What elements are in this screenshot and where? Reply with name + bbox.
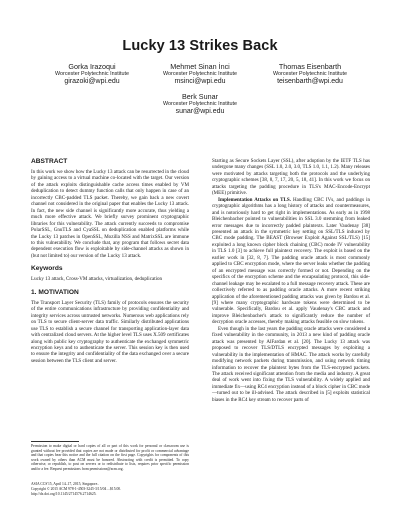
footnote-rule xyxy=(31,441,79,442)
author-affiliation: Worcester Polytechnic Institute xyxy=(55,71,129,78)
abstract-heading: ABSTRACT xyxy=(31,158,68,165)
author-email: sunar@wpi.edu xyxy=(175,108,225,115)
author-name: Thomas Eisenbarth xyxy=(278,62,342,71)
permission-footnote: Permission to make digital or hard copies of all or part of this work for personal or classroom use is granted without fee provided that copies are not made or distributed for profit or commercial advantage and that copies bear this notice and the full citation on the first page. Copyrights for components of this work owned by others than ACM must be honored. Abstracting with credit is permitted. To copy otherwise, or republish, to post on servers or to redistribute to lists, requires prior specific permission and/or a fee. Request permissions from permissions@acm.org. xyxy=(31,444,189,471)
left-column xyxy=(31,158,189,364)
author-email: msinci@wpi.edu xyxy=(174,78,226,85)
author-affiliation: Worcester Polytechnic Institute xyxy=(163,101,237,108)
author-affiliation: Worcester Polytechnic Institute xyxy=(273,71,347,78)
footnote-doi: http://dx.doi.org/10.1145/2714576.2714625. xyxy=(31,492,97,496)
abstract-text: In this work we show how the Lucky 13 attack can be resurrected in the cloud by gaining access to a virtual machine co-located with the target. Our version of the attack exploits distinguishable cache access times enabled by VM deduplication to detect dummy function calls that only happen in case of an incorrectly CBC-padded TLS packet. Thereby, we gain back a new covert channel not considered in the original paper that enables the Lucky 13 attack. In fact, the new side channel is significantly more accurate, thus yielding a much more effective attack. We briefly survey prominent cryptographic libraries for this vulnerability. The attack currently succeeds to compromise PolarSSL, GnuTLS and CyaSSL on deduplication enabled platforms while the Lucky 13 patches in OpenSSL, Mozilla NSS and MatrixSSL are immune to this vulnerability. We conclude that, any program that follows secret data dependent execution flow is exploitable by side-channel attacks as shown in (but not limited to) our version of the Lucky 13 attack. xyxy=(31,169,189,259)
keywords-heading: Keywords xyxy=(31,265,63,273)
footnote-copyright: Copyright © 2015 ACM 978-1-4503-3245-3/15/04 ...$15.00. xyxy=(31,487,122,491)
paper-title: Lucky 13 Strikes Back xyxy=(122,38,278,54)
keywords-text: Lucky 13 attack, Cross-VM attacks, virtualization, deduplication xyxy=(31,276,163,283)
lucky13-paragraph: Even though in the last years the padding oracle attacks were considered a fixed vulnerability in the community, in 2013 a new kind of padding oracle attack was presented by AlFardan et al. [20]. The Lucky 13 attack was proposed to recover TLS/DTLS encrypted messages by exploiting a vulnerability in the implementation of HMAC. The attack works by carefully modifying network packets during transmission, and using network timing information to recover the plaintext bytes from the TLS-encrypted packets. The attack received significant attention from the media and industry. A great deal of work went into fixing the TLS vulnerability. A widely applied and immediate fix—using RC4 encryption instead of a block cipher in CBC mode—turned out to be ill-advised. The attack described in [5] exploits statistical biases in the RC4 key stream to recover parts of xyxy=(212,325,370,403)
footnote-venue: ASIA CCS'15, April 14–17, 2015, Singapore.. xyxy=(31,482,100,486)
section-heading-motivation: 1. MOTIVATION xyxy=(31,288,79,296)
motivation-paragraph: The Transport Layer Security (TLS) family of protocols ensures the security of the entire communications infrastructure by providing confidentiality and integrity services across untrusted networks. Numerous web applications rely on TLS to secure client-server data traffic. Similarly distributed applications use TLS to establish a secure channel for transporting application-layer data with centralized cloud servers. At the higher level TLS uses X.509 certificates along with public key cryptography to authenticate the exchanged symmetric encryption keys and to authenticate the server. This session key is then used to ensure the integrity and confidentiality of the data exchanged over a secure session between the TLS client and server. xyxy=(31,299,189,364)
author-4 xyxy=(135,93,265,116)
author-email: girazoki@wpi.edu xyxy=(64,78,120,85)
author-affiliation: Worcester Polytechnic Institute xyxy=(163,71,237,78)
author-3 xyxy=(245,63,375,86)
right-column xyxy=(212,158,370,403)
author-email: teisenbarth@wpi.edu xyxy=(277,78,343,85)
paragraph-body: Handling CBC IVs, and paddings in cryptographic algorithms has a long history of attacks and countermeasures, and is notoriously hard to get right in implementations. As early as in 1998 Bleichenbacher pointed to vulnerabilities in SSL 3.0 stemming from leaked error messages due to incorrectly padded plaintexts. Later Vaudenay [38] presented an attack in the symmetric key setting on SSL/TLS induced by CBC mode padding. The BEAST (Browser Exploit Against SSL/TLS) [15] exploited a long known cipher block chaining (CBC) mode IV vulnerability in TLS 1.0 [3] to achieve full plaintext recovery. The exploit is based on the earlier work in [32, 8, 7]. The padding oracle attack is most commonly applied to CBC encryption mode, where the server leaks whether the padding of an encrypted message was correctly formed or not. Depending on the specifics of the encryption scheme and the encapsulating protocol, this side-channel leakage may be escalated to a full message recovery attack. These are collectively referred to as padding oracle attacks. A more recent striking application of the aforementioned padding attacks was given by Bardou et al. [9] where many cryptographic hardware tokens were determined to be vulnerable. Specifically, Bardou et al. apply Vaudenay's CBC attack and improve Bleichenbacher's attack to significantly reduce the number of decryption oracle accesses, thereby making attacks feasible on slow tokens. xyxy=(212,196,371,326)
author-name: Berk Sunar xyxy=(182,92,218,101)
author-name: Gorka Irazoqui xyxy=(68,62,116,71)
paragraph-lead: Implementation Attacks on TLS. xyxy=(218,196,291,203)
intro-paragraph: Starting as Secure Sockets Layer (SSL), after adoption by the IETF TLS has undergone many changes (SSL 1.0, 2.0, 3.0, TLS 1.0, 1.1, 1.2). Many releases were motivated by attacks targeting both the protocols and the underlying cryptographic schemes [38, 8, 7, 17, 20, 5, 18, 41]. In this work we focus on attacks targeting the padding procedure in TLS's MAC-Encode-Encrypt (MEE) primitive. xyxy=(212,158,370,197)
implementation-attacks-paragraph xyxy=(212,197,370,326)
author-name: Mehmet Sinan İnci xyxy=(170,62,230,71)
